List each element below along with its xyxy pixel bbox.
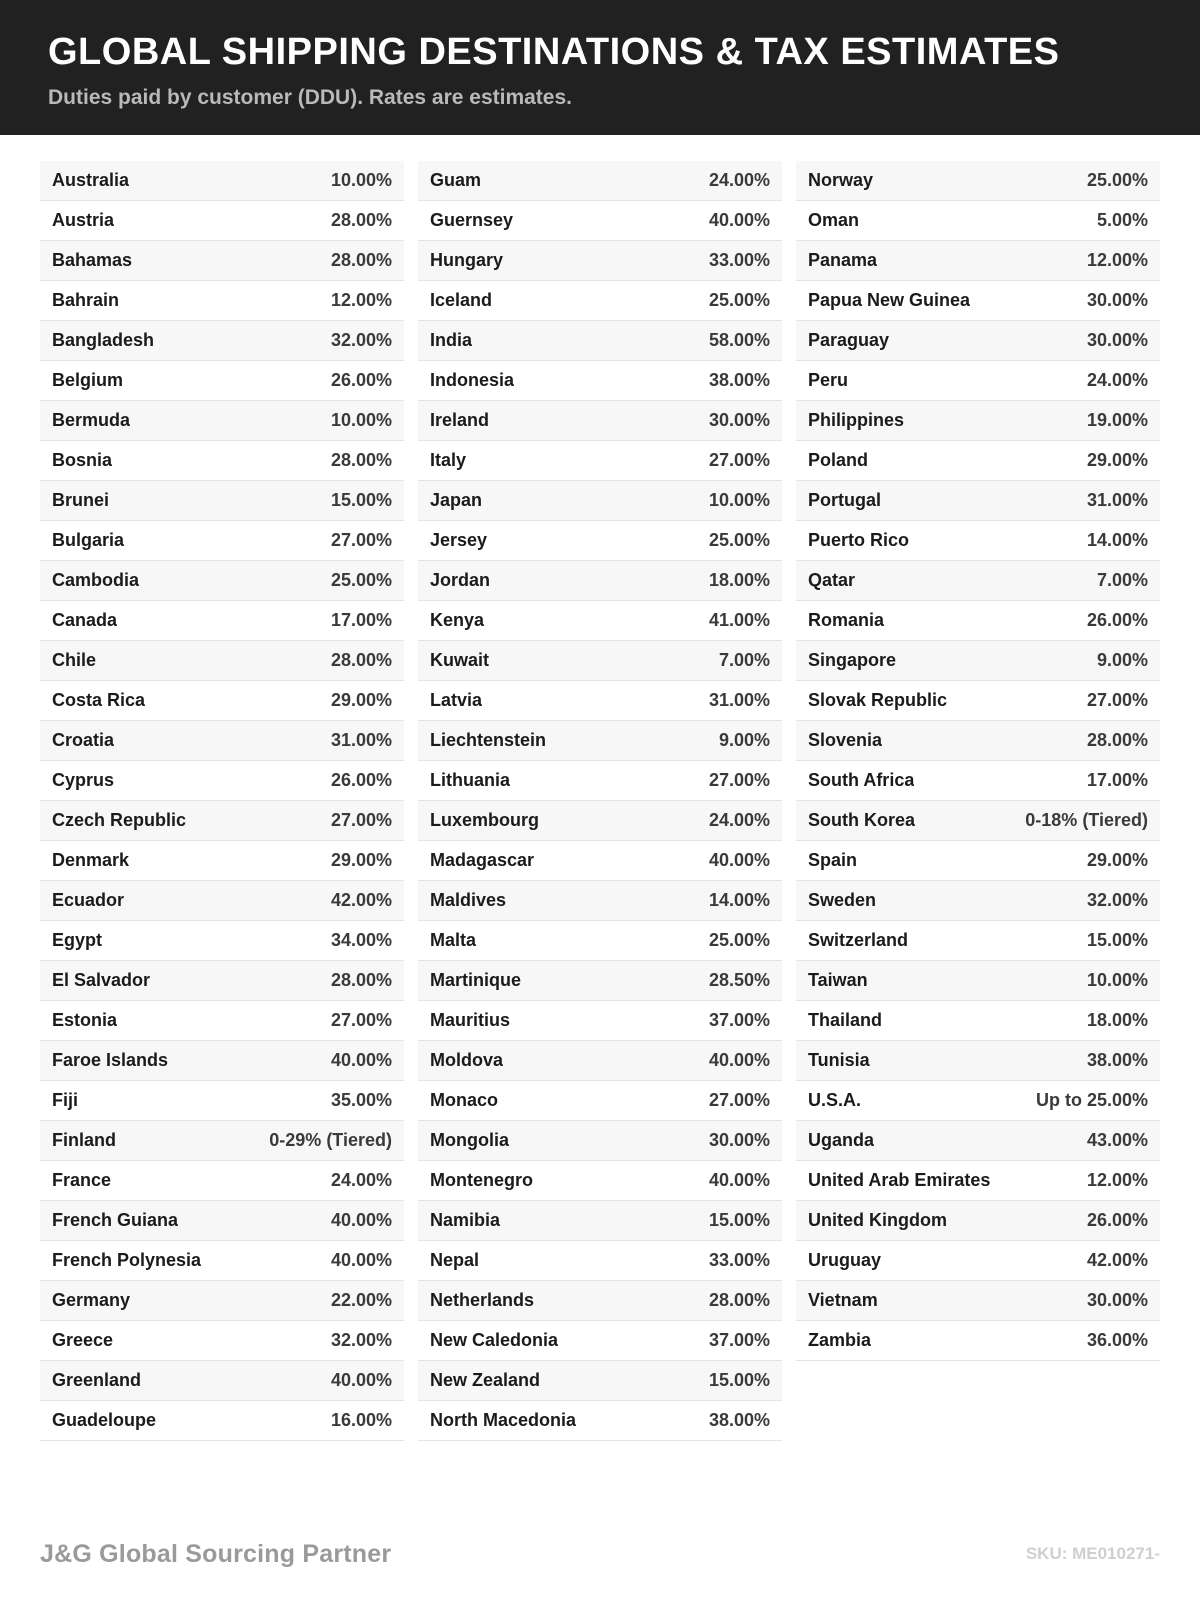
country-name: Romania bbox=[808, 609, 885, 630]
country-name: Estonia bbox=[52, 1009, 118, 1030]
country-name: Guadeloupe bbox=[52, 1409, 157, 1430]
tax-rate: 30.00% bbox=[708, 1129, 770, 1150]
tax-rate: 0-18% (Tiered) bbox=[1025, 809, 1148, 830]
table-row bbox=[796, 321, 1160, 361]
country-name: Chile bbox=[52, 649, 97, 670]
country-name: Uganda bbox=[808, 1129, 875, 1150]
table-row bbox=[796, 641, 1160, 681]
tax-rate: 24.00% bbox=[330, 1169, 392, 1190]
table-row bbox=[418, 1041, 782, 1081]
table-row bbox=[796, 1241, 1160, 1281]
country-name: Costa Rica bbox=[52, 689, 146, 710]
table-row bbox=[40, 201, 404, 241]
table-row bbox=[418, 1161, 782, 1201]
table-row bbox=[418, 401, 782, 441]
tax-rate: 40.00% bbox=[708, 209, 770, 230]
tax-rate: 12.00% bbox=[330, 289, 392, 310]
country-name: Jersey bbox=[430, 529, 488, 550]
tax-rate: 31.00% bbox=[330, 729, 392, 750]
country-name: Namibia bbox=[430, 1209, 501, 1230]
tax-rate: 17.00% bbox=[330, 609, 392, 630]
country-name: Norway bbox=[808, 169, 874, 190]
tax-rate: 9.00% bbox=[718, 729, 770, 750]
country-name: Brunei bbox=[52, 489, 110, 510]
country-name: Belgium bbox=[52, 369, 124, 390]
tax-rate: 15.00% bbox=[330, 489, 392, 510]
country-name: Madagascar bbox=[430, 849, 535, 870]
table-row bbox=[796, 561, 1160, 601]
tax-rate: 10.00% bbox=[708, 489, 770, 510]
table-row bbox=[40, 481, 404, 521]
tax-rate: 29.00% bbox=[330, 689, 392, 710]
tax-rate: 28.00% bbox=[330, 249, 392, 270]
tax-rate: 28.00% bbox=[1086, 729, 1148, 750]
country-name: French Polynesia bbox=[52, 1249, 202, 1270]
page-title: GLOBAL SHIPPING DESTINATIONS & TAX ESTIMATES bbox=[48, 31, 1060, 73]
tax-rate: 28.50% bbox=[708, 969, 770, 990]
country-name: Kuwait bbox=[430, 649, 490, 670]
table-row bbox=[418, 801, 782, 841]
table-row bbox=[796, 1281, 1160, 1321]
table-row bbox=[40, 1281, 404, 1321]
country-name: South Africa bbox=[808, 769, 915, 790]
country-name: Austria bbox=[52, 209, 115, 230]
country-name: Philippines bbox=[808, 409, 905, 430]
country-name: United Arab Emirates bbox=[808, 1169, 991, 1190]
tax-rate: 29.00% bbox=[330, 849, 392, 870]
table-row bbox=[40, 361, 404, 401]
country-name: Vietnam bbox=[808, 1289, 878, 1310]
tax-rate: 40.00% bbox=[330, 1249, 392, 1270]
rates-columns bbox=[0, 135, 1200, 1508]
country-name: Faroe Islands bbox=[52, 1049, 169, 1070]
country-name: Spain bbox=[808, 849, 858, 870]
country-name: El Salvador bbox=[52, 969, 151, 990]
tax-rate: 27.00% bbox=[708, 449, 770, 470]
tax-rate: 42.00% bbox=[330, 889, 392, 910]
tax-rate: 27.00% bbox=[708, 1089, 770, 1110]
table-row bbox=[40, 241, 404, 281]
page-header bbox=[0, 0, 1200, 135]
country-name: South Korea bbox=[808, 809, 916, 830]
tax-rate: 28.00% bbox=[330, 209, 392, 230]
table-row bbox=[40, 1081, 404, 1121]
country-name: Bosnia bbox=[52, 449, 113, 470]
country-name: Montenegro bbox=[430, 1169, 533, 1190]
table-row bbox=[796, 1081, 1160, 1121]
country-name: Italy bbox=[430, 449, 467, 470]
tax-rate: 15.00% bbox=[708, 1209, 770, 1230]
country-name: Netherlands bbox=[430, 1289, 535, 1310]
country-name: Poland bbox=[808, 449, 869, 470]
tax-rate: 43.00% bbox=[1086, 1129, 1148, 1150]
table-row bbox=[418, 961, 782, 1001]
table-row bbox=[40, 721, 404, 761]
tax-rate: 37.00% bbox=[708, 1009, 770, 1030]
tax-rate: Up to 25.00% bbox=[1035, 1089, 1148, 1110]
table-row bbox=[418, 681, 782, 721]
table-row bbox=[418, 1201, 782, 1241]
country-name: Bahamas bbox=[52, 249, 133, 270]
table-row bbox=[418, 561, 782, 601]
country-name: North Macedonia bbox=[430, 1409, 577, 1430]
tax-rate: 24.00% bbox=[1086, 369, 1148, 390]
table-row bbox=[418, 641, 782, 681]
table-row bbox=[796, 241, 1160, 281]
tax-rate: 26.00% bbox=[330, 369, 392, 390]
country-name: Ireland bbox=[430, 409, 490, 430]
table-row bbox=[796, 961, 1160, 1001]
table-row bbox=[796, 161, 1160, 201]
tax-rate: 34.00% bbox=[330, 929, 392, 950]
country-name: Latvia bbox=[430, 689, 483, 710]
table-row bbox=[796, 201, 1160, 241]
tax-rate: 38.00% bbox=[1086, 1049, 1148, 1070]
tax-rate: 31.00% bbox=[1086, 489, 1148, 510]
table-row bbox=[796, 441, 1160, 481]
country-name: U.S.A. bbox=[808, 1089, 862, 1110]
tax-rate: 29.00% bbox=[1086, 449, 1148, 470]
table-row bbox=[418, 601, 782, 641]
country-name: Switzerland bbox=[808, 929, 909, 950]
tax-rate: 16.00% bbox=[330, 1409, 392, 1430]
country-name: Oman bbox=[808, 209, 860, 230]
table-row bbox=[418, 481, 782, 521]
country-name: Hungary bbox=[430, 249, 504, 270]
country-name: Croatia bbox=[52, 729, 115, 750]
country-name: Luxembourg bbox=[430, 809, 540, 830]
table-row bbox=[40, 521, 404, 561]
country-name: Mauritius bbox=[430, 1009, 511, 1030]
table-row bbox=[796, 401, 1160, 441]
tax-rate: 12.00% bbox=[1086, 249, 1148, 270]
country-name: New Caledonia bbox=[430, 1329, 559, 1350]
country-name: France bbox=[52, 1169, 112, 1190]
table-row bbox=[40, 1041, 404, 1081]
tax-rate: 17.00% bbox=[1086, 769, 1148, 790]
table-row bbox=[418, 321, 782, 361]
rates-column-1 bbox=[40, 161, 404, 1441]
country-name: Fiji bbox=[52, 1089, 78, 1110]
country-name: Greece bbox=[52, 1329, 114, 1350]
tax-rate: 26.00% bbox=[1086, 609, 1148, 630]
tax-rate: 24.00% bbox=[708, 809, 770, 830]
table-row bbox=[796, 1201, 1160, 1241]
table-row bbox=[418, 1281, 782, 1321]
country-name: Guam bbox=[430, 169, 482, 190]
table-row bbox=[418, 1361, 782, 1401]
tax-rate: 32.00% bbox=[1086, 889, 1148, 910]
tax-rate: 33.00% bbox=[708, 249, 770, 270]
country-name: Paraguay bbox=[808, 329, 890, 350]
tax-rate: 27.00% bbox=[330, 529, 392, 550]
table-row bbox=[796, 601, 1160, 641]
tax-rate: 25.00% bbox=[708, 529, 770, 550]
country-name: Liechtenstein bbox=[430, 729, 547, 750]
country-name: Panama bbox=[808, 249, 878, 270]
country-name: Thailand bbox=[808, 1009, 883, 1030]
country-name: Singapore bbox=[808, 649, 897, 670]
country-name: Jordan bbox=[430, 569, 491, 590]
table-row bbox=[418, 841, 782, 881]
tax-rate: 28.00% bbox=[330, 969, 392, 990]
tax-rate: 38.00% bbox=[708, 369, 770, 390]
table-row bbox=[796, 361, 1160, 401]
country-name: Peru bbox=[808, 369, 849, 390]
tax-rate: 42.00% bbox=[1086, 1249, 1148, 1270]
country-name: Portugal bbox=[808, 489, 882, 510]
country-name: Kenya bbox=[430, 609, 485, 630]
table-row bbox=[40, 281, 404, 321]
table-row bbox=[796, 721, 1160, 761]
tax-rate: 25.00% bbox=[330, 569, 392, 590]
table-row bbox=[418, 1321, 782, 1361]
footer-brand: J&G Global Sourcing Partner bbox=[40, 1539, 392, 1568]
tax-rate: 40.00% bbox=[330, 1369, 392, 1390]
tax-rate: 32.00% bbox=[330, 329, 392, 350]
country-name: Maldives bbox=[430, 889, 507, 910]
tax-rate: 31.00% bbox=[708, 689, 770, 710]
tax-rate: 22.00% bbox=[330, 1289, 392, 1310]
tax-rate: 28.00% bbox=[708, 1289, 770, 1310]
tax-rate: 28.00% bbox=[330, 649, 392, 670]
tax-rate: 30.00% bbox=[1086, 1289, 1148, 1310]
table-row bbox=[796, 801, 1160, 841]
tax-rate: 14.00% bbox=[708, 889, 770, 910]
country-name: New Zealand bbox=[430, 1369, 541, 1390]
table-row bbox=[40, 961, 404, 1001]
table-row bbox=[40, 641, 404, 681]
tax-rate: 25.00% bbox=[708, 929, 770, 950]
tax-rate: 32.00% bbox=[330, 1329, 392, 1350]
table-row bbox=[40, 601, 404, 641]
tax-rate: 38.00% bbox=[708, 1409, 770, 1430]
table-row bbox=[418, 761, 782, 801]
tax-rate: 40.00% bbox=[330, 1049, 392, 1070]
country-name: Nepal bbox=[430, 1249, 480, 1270]
country-name: Cyprus bbox=[52, 769, 115, 790]
table-row bbox=[796, 1161, 1160, 1201]
table-row bbox=[40, 1241, 404, 1281]
table-row bbox=[40, 921, 404, 961]
tax-rate: 30.00% bbox=[1086, 329, 1148, 350]
table-row bbox=[418, 281, 782, 321]
tax-rate: 25.00% bbox=[708, 289, 770, 310]
country-name: Bangladesh bbox=[52, 329, 155, 350]
table-row bbox=[796, 1121, 1160, 1161]
country-name: Tunisia bbox=[808, 1049, 870, 1070]
country-name: Greenland bbox=[52, 1369, 142, 1390]
country-name: Lithuania bbox=[430, 769, 510, 790]
tax-rate: 26.00% bbox=[330, 769, 392, 790]
country-name: Indonesia bbox=[430, 369, 515, 390]
tax-rate: 9.00% bbox=[1096, 649, 1148, 670]
table-row bbox=[418, 361, 782, 401]
table-row bbox=[40, 881, 404, 921]
country-name: Mongolia bbox=[430, 1129, 509, 1150]
country-name: Egypt bbox=[52, 929, 103, 950]
tax-rate: 27.00% bbox=[708, 769, 770, 790]
tax-rate: 14.00% bbox=[1086, 529, 1148, 550]
table-row bbox=[418, 241, 782, 281]
country-name: Germany bbox=[52, 1289, 131, 1310]
tax-rate: 28.00% bbox=[330, 449, 392, 470]
tax-rate: 58.00% bbox=[708, 329, 770, 350]
tax-rate: 40.00% bbox=[708, 849, 770, 870]
tax-rate: 37.00% bbox=[708, 1329, 770, 1350]
rates-column-2 bbox=[418, 161, 782, 1441]
tax-rate: 7.00% bbox=[718, 649, 770, 670]
country-name: Finland bbox=[52, 1129, 116, 1150]
tax-rate: 41.00% bbox=[708, 609, 770, 630]
table-row bbox=[418, 521, 782, 561]
country-name: Bahrain bbox=[52, 289, 120, 310]
table-row bbox=[796, 481, 1160, 521]
tax-rate: 36.00% bbox=[1086, 1329, 1148, 1350]
tax-rate: 35.00% bbox=[330, 1089, 392, 1110]
table-row bbox=[418, 201, 782, 241]
country-name: Slovenia bbox=[808, 729, 883, 750]
tax-rate: 10.00% bbox=[330, 169, 392, 190]
country-name: Guernsey bbox=[430, 209, 514, 230]
table-row bbox=[796, 761, 1160, 801]
country-name: Iceland bbox=[430, 289, 493, 310]
tax-rate: 15.00% bbox=[708, 1369, 770, 1390]
country-name: Cambodia bbox=[52, 569, 140, 590]
table-row bbox=[40, 1121, 404, 1161]
tax-rate: 5.00% bbox=[1096, 209, 1148, 230]
footer-sku: SKU: ME010271- bbox=[1025, 1544, 1160, 1563]
table-row bbox=[796, 841, 1160, 881]
table-row bbox=[418, 441, 782, 481]
country-name: Moldova bbox=[430, 1049, 504, 1070]
table-row bbox=[40, 441, 404, 481]
tax-rate: 27.00% bbox=[330, 1009, 392, 1030]
table-row bbox=[40, 801, 404, 841]
country-name: French Guiana bbox=[52, 1209, 179, 1230]
country-name: Bulgaria bbox=[52, 529, 125, 550]
country-name: Slovak Republic bbox=[808, 689, 948, 710]
table-row bbox=[40, 841, 404, 881]
country-name: Japan bbox=[430, 489, 483, 510]
country-name: Canada bbox=[52, 609, 118, 630]
tax-rate: 12.00% bbox=[1086, 1169, 1148, 1190]
table-row bbox=[418, 881, 782, 921]
table-row bbox=[796, 281, 1160, 321]
country-name: Czech Republic bbox=[52, 809, 187, 830]
page-footer bbox=[0, 1508, 1200, 1600]
table-row bbox=[40, 1201, 404, 1241]
table-row bbox=[40, 1321, 404, 1361]
tax-rate: 24.00% bbox=[708, 169, 770, 190]
tax-rate: 15.00% bbox=[1086, 929, 1148, 950]
country-name: Bermuda bbox=[52, 409, 131, 430]
country-name: Taiwan bbox=[808, 969, 868, 990]
table-row bbox=[40, 1001, 404, 1041]
country-name: Uruguay bbox=[808, 1249, 882, 1270]
table-row bbox=[418, 721, 782, 761]
table-row bbox=[796, 1321, 1160, 1361]
table-row bbox=[418, 921, 782, 961]
country-name: Australia bbox=[52, 169, 130, 190]
table-row bbox=[40, 161, 404, 201]
tax-rate: 29.00% bbox=[1086, 849, 1148, 870]
tax-rate: 19.00% bbox=[1086, 409, 1148, 430]
tax-rate: 7.00% bbox=[1096, 569, 1148, 590]
table-row bbox=[796, 521, 1160, 561]
tax-rate: 40.00% bbox=[330, 1209, 392, 1230]
country-name: Sweden bbox=[808, 889, 877, 910]
page-subtitle: Duties paid by customer (DDU). Rates are estimates. bbox=[48, 85, 572, 109]
country-name: Papua New Guinea bbox=[808, 289, 971, 310]
tax-rate: 25.00% bbox=[1086, 169, 1148, 190]
table-row bbox=[418, 1121, 782, 1161]
country-name: Malta bbox=[430, 929, 477, 950]
rates-column-3 bbox=[796, 161, 1160, 1361]
tax-rate: 0-29% (Tiered) bbox=[269, 1129, 392, 1150]
table-row bbox=[40, 561, 404, 601]
tax-rate: 30.00% bbox=[708, 409, 770, 430]
country-name: Monaco bbox=[430, 1089, 499, 1110]
table-row bbox=[796, 921, 1160, 961]
tax-rate: 10.00% bbox=[330, 409, 392, 430]
country-name: Ecuador bbox=[52, 889, 125, 910]
country-name: Martinique bbox=[430, 969, 522, 990]
table-row bbox=[40, 1401, 404, 1441]
table-row bbox=[40, 761, 404, 801]
tax-rate: 18.00% bbox=[1086, 1009, 1148, 1030]
tax-rate: 33.00% bbox=[708, 1249, 770, 1270]
country-name: Denmark bbox=[52, 849, 130, 870]
tax-rate: 40.00% bbox=[708, 1049, 770, 1070]
tax-rate: 27.00% bbox=[1086, 689, 1148, 710]
table-row bbox=[418, 1081, 782, 1121]
table-row bbox=[40, 681, 404, 721]
table-row bbox=[418, 1241, 782, 1281]
tax-rate: 30.00% bbox=[1086, 289, 1148, 310]
table-row bbox=[796, 1041, 1160, 1081]
tax-rate: 27.00% bbox=[330, 809, 392, 830]
table-row bbox=[40, 401, 404, 441]
tax-rate: 18.00% bbox=[708, 569, 770, 590]
country-name: Zambia bbox=[808, 1329, 872, 1350]
table-row bbox=[796, 681, 1160, 721]
table-row bbox=[418, 161, 782, 201]
table-row bbox=[40, 1161, 404, 1201]
table-row bbox=[796, 1001, 1160, 1041]
country-name: United Kingdom bbox=[808, 1209, 947, 1230]
country-name: Qatar bbox=[808, 569, 856, 590]
table-row bbox=[40, 1361, 404, 1401]
table-row bbox=[418, 1401, 782, 1441]
table-row bbox=[796, 881, 1160, 921]
tax-rate: 26.00% bbox=[1086, 1209, 1148, 1230]
country-name: Puerto Rico bbox=[808, 529, 910, 550]
table-row bbox=[418, 1001, 782, 1041]
table-row bbox=[40, 321, 404, 361]
tax-rate: 10.00% bbox=[1086, 969, 1148, 990]
country-name: India bbox=[430, 329, 473, 350]
tax-rate: 40.00% bbox=[708, 1169, 770, 1190]
